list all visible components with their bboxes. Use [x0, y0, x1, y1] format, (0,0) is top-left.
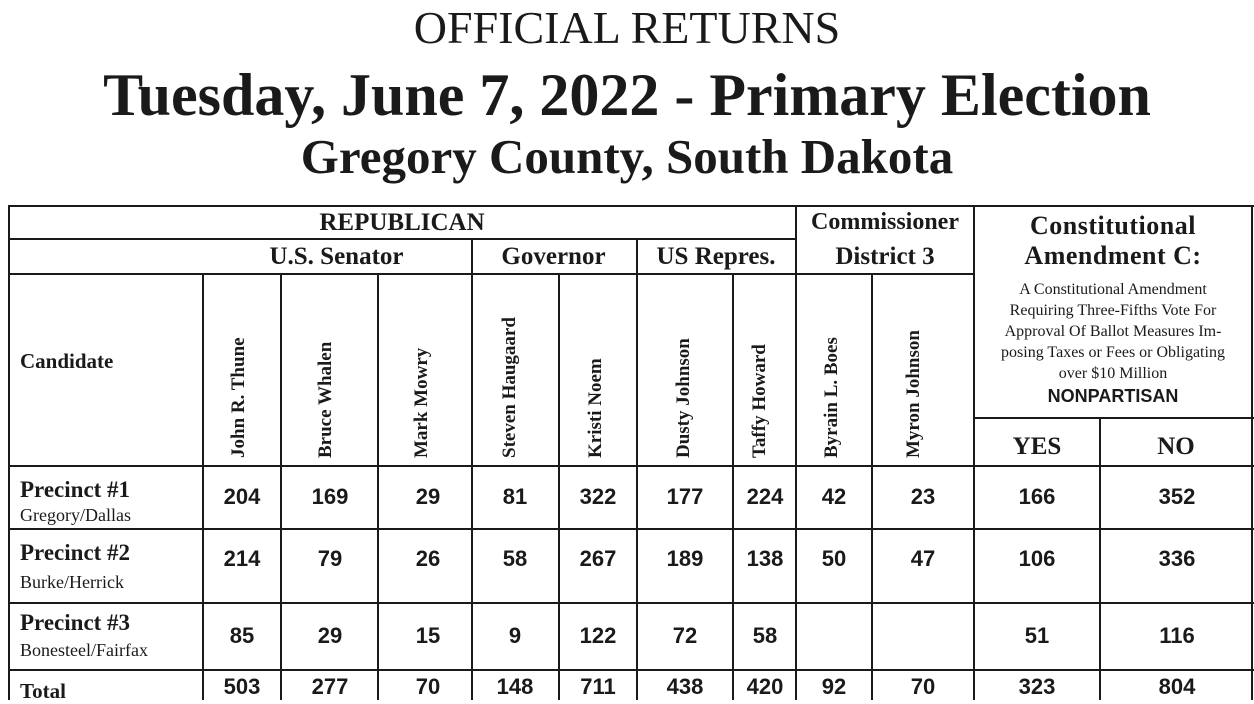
vote-count: 23 [910, 484, 936, 509]
candidate-name: Steven Haugaard [499, 317, 520, 458]
row-sublabel: Burke/Herrick [20, 572, 124, 592]
amendment-title: Constitutional [1030, 211, 1196, 240]
candidate-name: Kristi Noem [585, 358, 606, 458]
amendment-subtitle: Amendment C: [1024, 241, 1202, 270]
vote-count: 72 [672, 623, 698, 648]
commissioner-header: Commissioner [811, 209, 959, 235]
vote-count: 79 [317, 546, 343, 571]
vote-count: 224 [746, 484, 784, 509]
rule [8, 602, 1254, 604]
vote-count: 711 [580, 674, 616, 699]
vote-count: 85 [229, 623, 255, 648]
candidate-header: Candidate [20, 349, 114, 373]
vote-count: 420 [746, 674, 784, 699]
candidate-name: Taffy Howard [749, 344, 770, 458]
vote-count: 106 [1018, 546, 1056, 571]
amendment-desc-5: over $10 Million [1058, 365, 1168, 382]
vote-count: 51 [1024, 623, 1050, 648]
rule [471, 238, 473, 700]
rule [8, 273, 974, 275]
vote-count: 352 [1158, 484, 1196, 509]
vote-count: 92 [821, 674, 847, 699]
rule [8, 669, 1254, 671]
candidate-name: John R. Thune [228, 337, 249, 458]
vote-count: 323 [1018, 674, 1056, 699]
vote-count: 267 [579, 546, 617, 571]
candidate-name: Dusty Johnson [673, 338, 694, 458]
vote-count: 42 [821, 484, 847, 509]
vote-count: 503 [223, 674, 261, 699]
vote-count: 58 [752, 623, 778, 648]
amendment-desc-1: A Constitutional Amendment [1019, 281, 1207, 298]
amendment-desc-2: Requiring Three-Fifths Vote For [1009, 302, 1217, 319]
rule [8, 528, 1254, 530]
vote-count: 50 [821, 546, 847, 571]
rule [8, 238, 796, 240]
nonpartisan-label: NONPARTISAN [1047, 386, 1179, 406]
yes-header: YES [1012, 433, 1062, 460]
party-header: REPUBLICAN [319, 209, 485, 236]
vote-count: 26 [415, 546, 441, 571]
county-title: Gregory County, South Dakota [300, 129, 954, 184]
race-governor: Governor [501, 243, 606, 270]
amendment-desc-4: posing Taxes or Fees or Obligating [1001, 344, 1225, 361]
vote-count: 116 [1159, 623, 1195, 648]
race-senator: U.S. Senator [269, 243, 404, 270]
vote-count: 81 [502, 484, 528, 509]
vote-count: 277 [311, 674, 349, 699]
vote-count: 138 [746, 546, 784, 571]
vote-count: 214 [223, 546, 261, 571]
vote-count: 15 [415, 623, 441, 648]
vote-count: 70 [415, 674, 441, 699]
vote-count: 9 [508, 623, 522, 648]
district-header: District 3 [835, 243, 935, 270]
no-header: NO [1157, 433, 1195, 460]
returns-label: OFFICIAL RETURNS [413, 2, 841, 53]
vote-count: 166 [1018, 484, 1056, 509]
rule [8, 465, 1254, 467]
candidate-name: Byrain L. Boes [821, 337, 842, 458]
vote-count: 804 [1158, 674, 1196, 699]
vote-count: 189 [666, 546, 704, 571]
vote-count: 438 [666, 674, 704, 699]
vote-count: 70 [910, 674, 936, 699]
race-us-rep: US Repres. [656, 243, 776, 270]
vote-count: 29 [415, 484, 441, 509]
candidate-name: Bruce Whalen [315, 341, 336, 458]
row-sublabel: Gregory/Dallas [20, 505, 131, 525]
row-label: Precinct #3 [20, 610, 131, 635]
vote-count: 169 [311, 484, 349, 509]
vote-count: 47 [910, 546, 936, 571]
row-label: Precinct #1 [20, 477, 131, 502]
election-title: Tuesday, June 7, 2022 - Primary Election [103, 62, 1151, 128]
vote-count: 58 [502, 546, 528, 571]
candidate-name: Mark Mowry [411, 347, 432, 458]
candidate-name: Myron Johnson [903, 330, 924, 458]
vote-count: 29 [317, 623, 343, 648]
vote-count: 148 [496, 674, 534, 699]
row-sublabel: Bonesteel/Fairfax [20, 640, 148, 660]
vote-count: 322 [579, 484, 617, 509]
vote-count: 336 [1158, 546, 1196, 571]
vote-count: 204 [223, 484, 261, 509]
rule [377, 273, 379, 700]
rule [8, 205, 10, 700]
rule [1251, 205, 1253, 700]
rule [974, 417, 1254, 419]
amendment-desc-3: Approval Of Ballot Measures Im- [1004, 323, 1222, 340]
vote-count: 122 [579, 623, 617, 648]
row-label: Total [20, 679, 66, 703]
vote-count: 177 [666, 484, 704, 509]
row-label: Precinct #2 [20, 540, 131, 565]
